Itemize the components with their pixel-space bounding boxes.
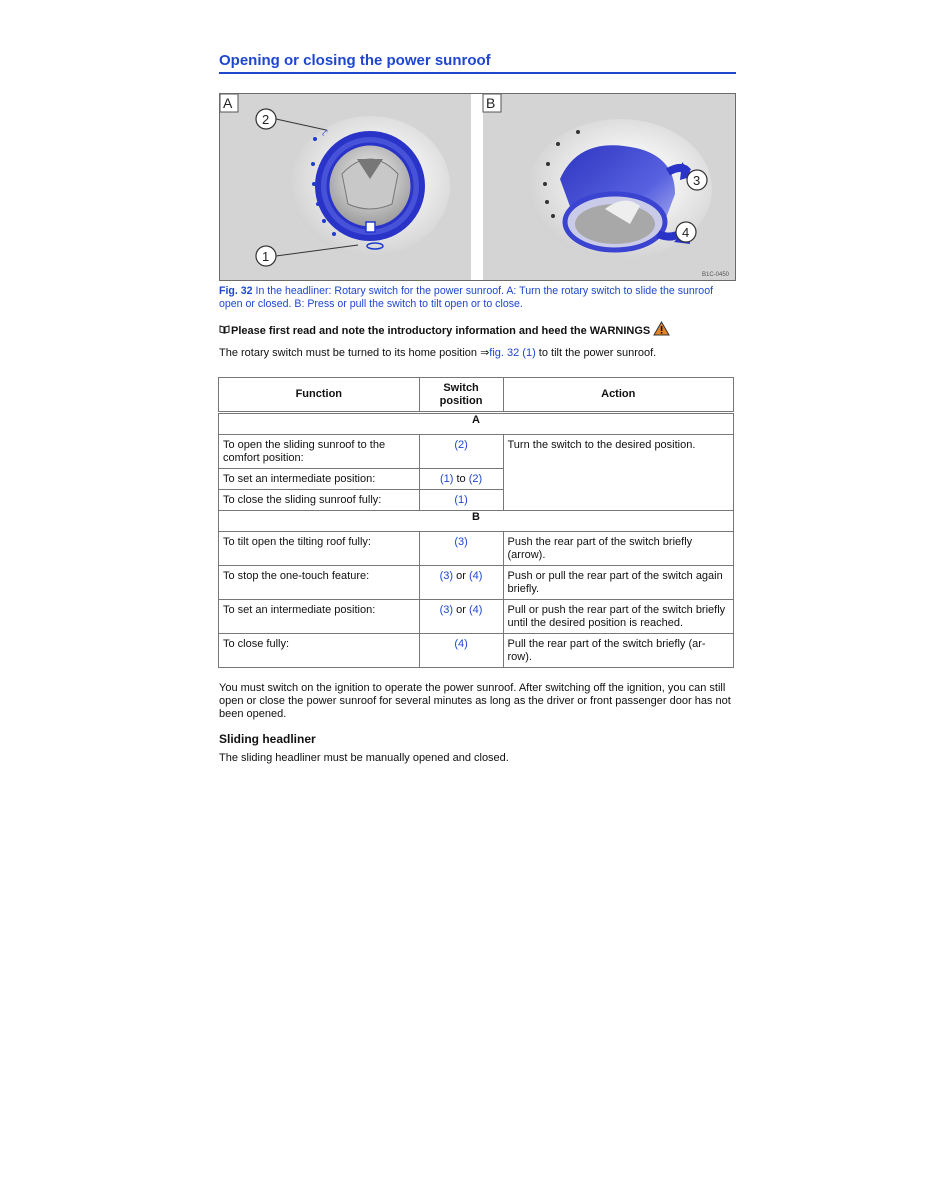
ignition-paragraph: You must switch on the ignition to operate the power sunroof. After switching off the ignition, you can still open or close the power sunroof for several minutes as long as the driver or front passenger door has not been opened. — [219, 682, 731, 720]
svg-text:2: 2 — [262, 112, 270, 127]
panel-b — [483, 94, 735, 280]
panel-a — [220, 94, 471, 280]
position-link[interactable]: (3) — [439, 604, 454, 616]
book-icon — [219, 325, 230, 337]
action-cell: Push or pull the rear part of the switch again briefly. — [503, 566, 734, 600]
svg-text:⤤: ⤤ — [322, 128, 328, 139]
position-link[interactable]: (1) — [439, 472, 454, 485]
table-row — [219, 532, 734, 566]
header-action: Action — [503, 378, 734, 413]
panel-b-label: B — [486, 95, 496, 111]
table-row — [219, 435, 734, 469]
function-cell: To close fully: — [219, 634, 420, 668]
table-row — [219, 600, 734, 634]
panel-a-label: A — [223, 95, 233, 111]
header-function: Function — [219, 378, 420, 413]
figure-32 — [219, 93, 736, 281]
para1-text: The rotary switch must be turned to its home position — [219, 347, 481, 359]
position-link[interactable]: (4) — [469, 570, 483, 582]
position-cell — [419, 634, 503, 668]
table-header-row — [219, 378, 734, 413]
position-separator: or — [453, 604, 469, 616]
headliner-paragraph: The sliding headliner must be manually opened and closed. — [219, 752, 509, 764]
figure-caption — [219, 285, 735, 311]
table-row — [219, 566, 734, 600]
function-table — [218, 377, 734, 668]
section-row-b: B — [219, 511, 734, 532]
sunroof-switch-illustration — [220, 94, 735, 280]
table-row — [219, 634, 734, 668]
action-cell: Pull or push the rear part of the switch briefly until the desired position is reached. — [503, 600, 734, 634]
caption-label: Fig. 32 — [219, 285, 253, 297]
function-cell: To open the sliding sunroof to the comfort position: — [219, 435, 420, 469]
reference-arrow: ⇒ — [480, 347, 490, 359]
action-cell: Turn the switch to the desired position. — [503, 435, 734, 511]
section-title: Opening or closing the power sunroof — [219, 52, 736, 74]
caption-text: In the headliner: Rotary switch for the power sunroof. A: Turn the rotary switch to slide the sunroof open or closed. B: Press or pull the switch to tilt open or to close. — [219, 285, 714, 310]
svg-text:3: 3 — [693, 173, 701, 188]
position-link[interactable]: (4) — [469, 604, 483, 616]
header-switch-position: Switch position — [419, 378, 503, 413]
position-link[interactable]: (3) — [439, 570, 454, 582]
position-cell — [419, 435, 503, 469]
action-cell: Push the rear part of the switch briefly (arrow). — [503, 532, 734, 566]
function-cell: To set an intermediate position: — [219, 469, 420, 490]
position-link[interactable]: (3) — [454, 536, 468, 548]
function-cell: To stop the one-touch feature: — [219, 566, 420, 600]
position-cell — [419, 490, 503, 511]
figure-code: B1C-0450 — [702, 272, 730, 278]
para1-text-end: to tilt the power sunroof. — [535, 347, 657, 359]
position-cell — [419, 469, 503, 490]
position-separator: or — [453, 570, 469, 582]
position-cell — [419, 566, 503, 600]
subheading-sliding-headliner: Sliding headliner — [219, 732, 316, 746]
function-cell: To close the sliding sunroof fully: — [219, 490, 420, 511]
function-cell: To set an intermediate position: — [219, 600, 420, 634]
position-cell — [419, 532, 503, 566]
svg-text:4: 4 — [682, 225, 690, 240]
home-position-paragraph — [219, 346, 735, 359]
intro-note — [219, 321, 735, 339]
position-cell — [419, 600, 503, 634]
function-cell: To tilt open the tilting roof fully: — [219, 532, 420, 566]
position-link[interactable]: (2) — [468, 472, 483, 485]
position-link[interactable]: (1) — [454, 493, 468, 506]
position-separator: to — [453, 472, 469, 485]
position-link[interactable]: (4) — [454, 638, 468, 650]
section-row-a: A — [219, 413, 734, 435]
warning-triangle-icon — [653, 321, 670, 339]
action-cell: Pull the rear part of the switch briefly (ar-row). — [503, 634, 734, 668]
svg-text:1: 1 — [262, 249, 270, 264]
position-link[interactable]: (2) — [454, 439, 468, 451]
fig-reference-link[interactable]: fig. 32 (1) — [489, 347, 536, 359]
intro-text: Please first read and note the introductory information and heed the WARNINGS — [231, 325, 651, 337]
